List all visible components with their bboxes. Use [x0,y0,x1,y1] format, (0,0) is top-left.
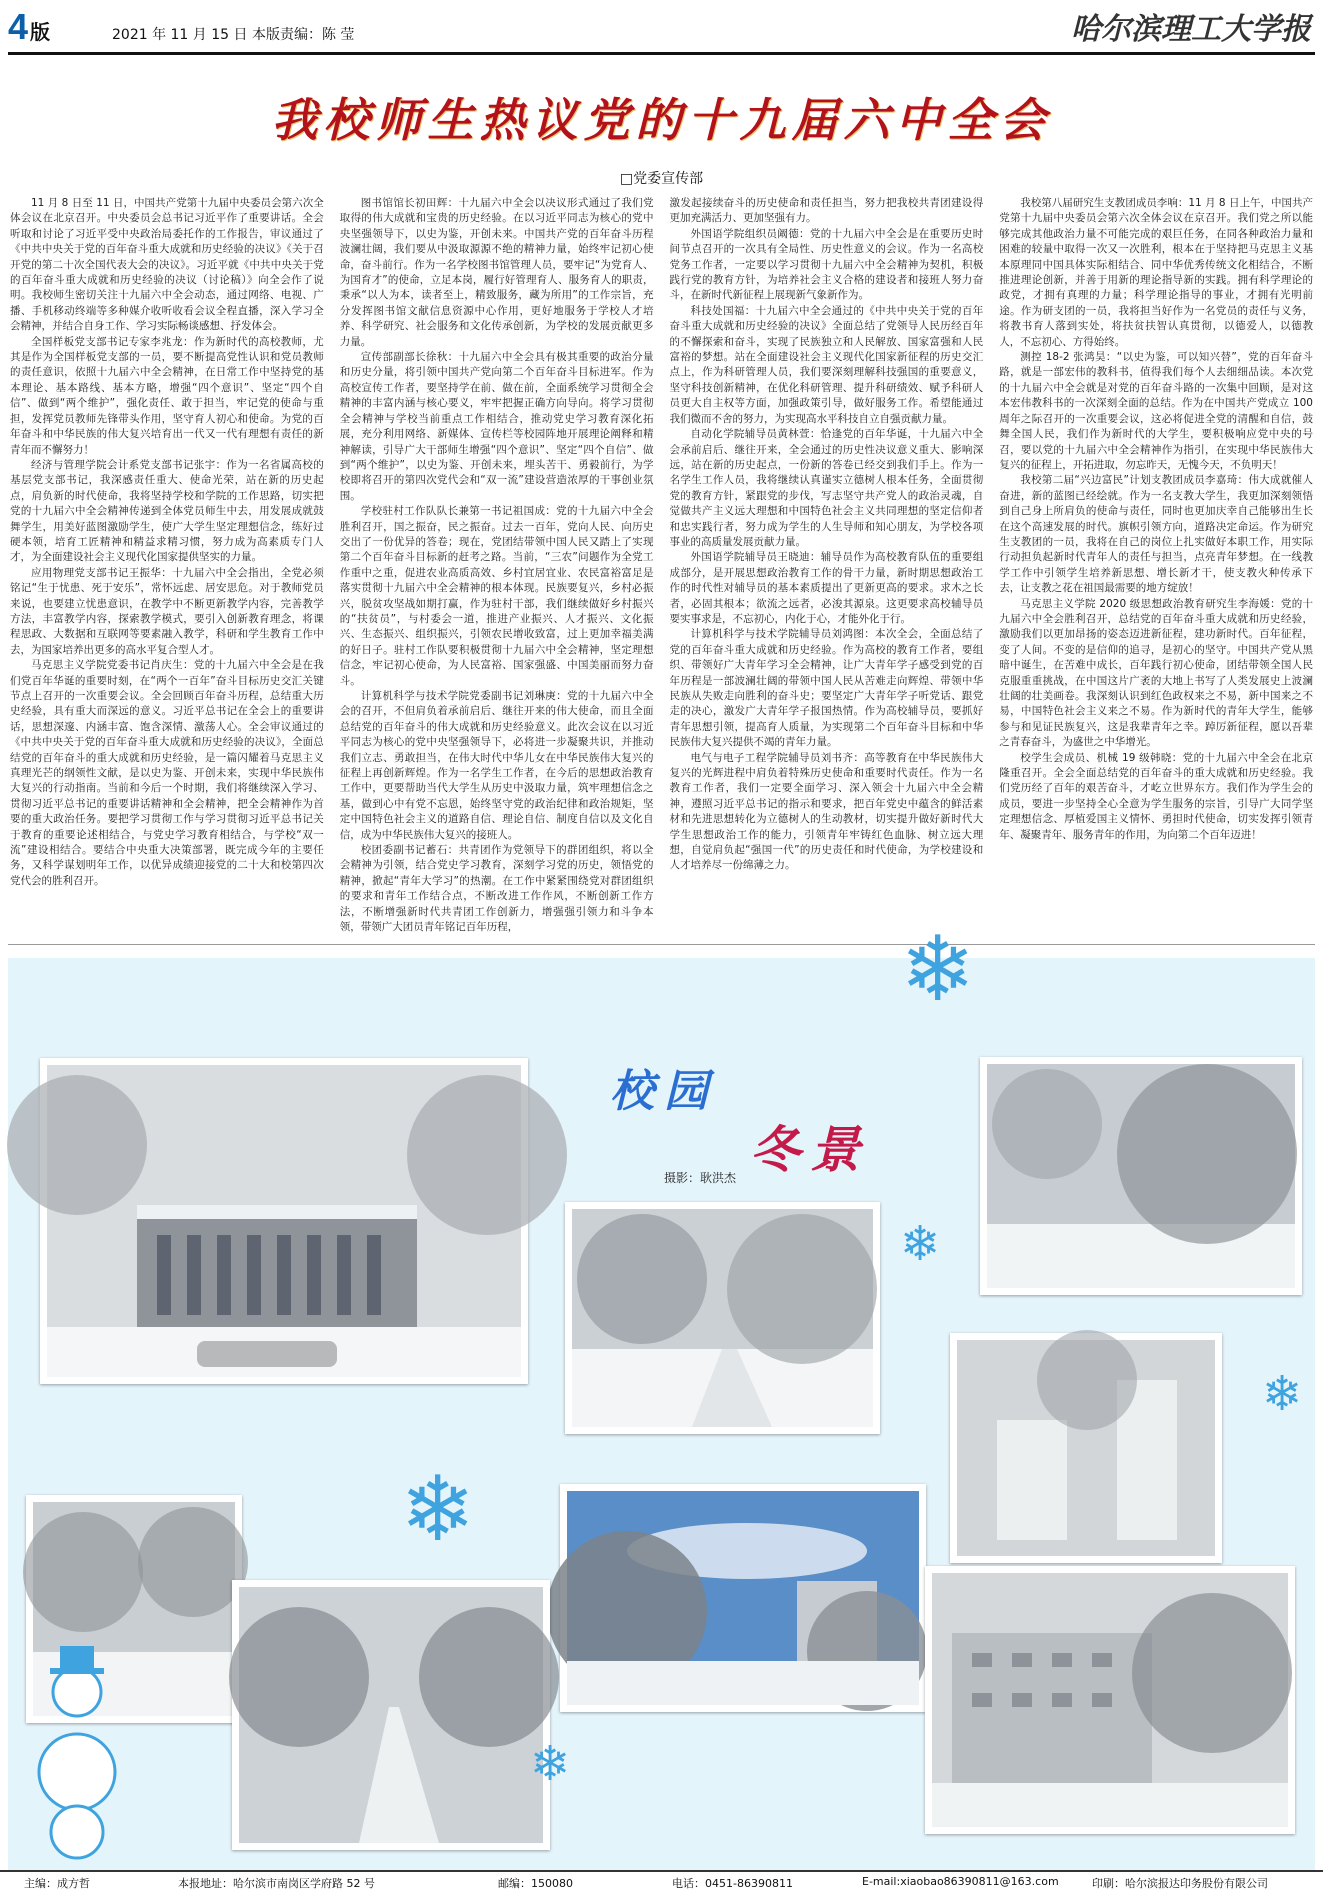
paragraph: 应用物理党支部书记王振华：十九届六中全会指出，全党必须铭记“生于忧患、死于安乐”，常怀远虑、居安思危。对于教师党员来说，也要建立忧患意识，在教学中不断更新教学内容，完善教学方法，丰富教学内容，探索教学模式，要引入创新教育理念，将课程思政、大数据和互联网等要素融入教学，科研和学生教育工作中去，为国家培养出更多的高水平复合型人才。 [10,566,324,656]
path-scene-image [572,1209,873,1427]
page-footer [0,1870,1323,1890]
page-header [0,0,1323,54]
paragraph: 我校第八届研究生支教团成员李响：11 月 8 日上午，中国共产党第十九届中央委员会第六次全体会议在京召开。我们党之所以能够完成其他政治力量不可能完成的艰巨任务，在同各种政治力量和困难的较量中取得一次又一次胜利，根本在于坚持把马克思主义基本原理同中国具体实际相结合、同中华优秀传统文化相结合，不断推进理论创新，并善于用新的理论指导新的实践。拥有科学理论的政党，才拥有真理的力量；科学理论指导的事业，才拥有光明前途。作为研支团的一员，我将担当好作为一名党员的责任与义务，将教书育人落到实处，将扶贫扶智认真贯彻，以德爱人，以德教人，不忘初心、方得始终。 [999,197,1313,348]
photo-campus-building [40,1058,528,1384]
paragraph: 计算机科学与技术学院辅导员刘鸿图：本次全会，全面总结了党的百年奋斗重大成就和历史经验。作为高校的教育工作者，要组织、带领好广大青年学习全会精神，让广大青年学子感受到党的百年历程是一部波澜壮阔的带领中国人民从苦难走向辉煌、带领中华民族从失败走向胜利的奋斗史；要坚定广大青年学子听党话、跟党走的决心，激发广大青年学子报国热情。作为高校辅导员，要抓好青年思想引领，提高育人质量，为实现第二个百年奋斗目标和中华民族伟大复兴提供不竭的青年力量。 [669,628,984,749]
paragraph: 图书馆馆长初田辉：十九届六中全会以决议形式通过了我们党取得的伟大成就和宝贵的历史经验。在以习近平同志为核心的党中央坚强领导下，以史为鉴，开创未来。中国共产党的百年奋斗历程波澜壮阔，我们要从中汲取源源不绝的精神力量，始终牢记初心使命，奋斗前行。作为一名学校图书馆管理人员，要牢记“为党育人、为国育才”的使命，立足本岗，履行好管理育人、服务育人的职责，秉承“以人为本，读者至上，精致服务，藏为所用”的工作宗旨，充分发挥图书馆文献信息资源中心作用，更好地服务于学校人才培养、科学研究、社会服务和文化传承创新，为学校的发展贡献更多力量。 [339,197,654,348]
paragraph: 经济与管理学院会计系党支部书记张宇：作为一名省属高校的基层党支部书记，我深感责任重大、使命光荣，站在新的历史起点，肩负新的时代使命，我将坚持学校和学院的工作思路，切实把党的十九届六中全会精神传递到全体党员师生中去，用发展成就鼓舞学生，用美好蓝图激励学生，使广大学生坚定理想信念，练好过硬本领，培育工匠精神和精益求精习惯，努力成为高素质专门人才，为全面建设社会主义现代化国家提供坚实的力量。 [10,458,324,564]
text-column-3 [670,196,984,926]
trees-scene-image [987,1064,1295,1288]
photo-tree-lined-road [232,1580,550,1850]
article-title: 我校师生热议党的十九届六中全会 [271,93,1052,147]
dorm-scene-image [932,1573,1288,1827]
paragraph: 马克思主义学院党委书记肖庆生：党的十九届六中全会是在我们党百年华诞的重要时刻，在“两个一百年”奋斗目标历史交汇关键节点上召开的一次重要会议。全会回顾百年奋斗历程，总结重大历史经验，具有重大而深远的意义。习近平总书记在全会上的重要讲话，思想深邃、内涵丰富、饱含深情、激荡人心。全会审议通过的《中共中央关于党的百年奋斗重大成就和历史经验的决议》，全面总结党的百年奋斗的重大成就和历史经验，是一篇闪耀着马克思主义真理光芒的纲领性文献，是以史为鉴、开创未来，实现中华民族伟大复兴的行动指南。当前和今后一个时期，我们将继续深入学习、贯彻习近平总书记的重要讲话精神和全会精神，把全会精神作为首要的重大政治任务。要把学习贯彻工作与学习贯彻习近平总书记关于教育的重要论述相结合，与党史学习教育相结合，与学校“双一流”建设相结合。要结合中央重大决策部署，既完成今年的主要任务，又科学谋划明年工作，以优异成绩迎接党的二十大和校第四次党代会的胜利召开。 [10,659,324,887]
newspaper-name: 哈尔滨理工大学报 [1071,12,1311,47]
photo-dormitory-snow [925,1566,1295,1834]
paragraph: 外国语学院辅导员王晓迪：辅导员作为高校教育队伍的重要组成部分，是开展思想政治教育工作的骨干力量，新时期思想政治工作的时代性对辅导员的基本素质提出了更新更高的要求。求木之长者，必固其根本；欲流之远者，必浚其源泉。这更要求高校辅导员要实事求是，不忘初心，内化于心，才能外化于行。 [669,551,984,625]
photo-snow-bench [950,1333,1222,1563]
feature-title-line1: 校园 [610,1066,718,1117]
paragraph: 11 月 8 日至 11 日，中国共产党第十九届中央委员会第六次全体会议在北京召开。中央委员会总书记习近平作了重要讲话。全会听取和讨论了习近平受中央政治局委托作的工作报告，审议通过了《中共中央关于党的百年奋斗重大成就和历史经验的决议》《关于召开党的第二十次全国代表大会的决议》。习近平就《中共中央关于党的百年奋斗重大成就和历史经验的决议（讨论稿）》向全会作了说明。我校师生密切关注十九届六中全会动态，通过网络、电视、广播、手机移动终端等多种媒介收听收看会议全程直播，深入学习全会精神，并结合自身工作、学习实际畅谈感想、抒发体会。 [10,197,324,333]
paragraph: 我校第二届“兴边富民”计划支教团成员李嘉琦：伟大成就催人奋进，新的蓝图已经绘就。作为一名支教大学生，我更加深刻领悟到自己身上所肩负的使命与责任，同时也更加庆幸自己能够出生长在这个高速发展的时代。旗帜引领方向，道路决定命运。作为研究生支教团的一员，我将在自己的岗位上扎实做好本职工作，用实际行动担负起新时代青年人的责任与担当，点亮青年梦想。在一线教学工作中引领学生培养新思想、增长新才干，使支教火种传承下去，让支教之花在祖国最需要的地方绽放！ [999,474,1313,595]
building-scene-image [47,1065,521,1377]
paragraph: 马克思主义学院 2020 级思想政治教育研究生李海媛：党的十九届六中全会胜利召开，总结党的百年奋斗重大成就和历史经验，激励我们以更加昂扬的姿态迈进新征程，建功新时代。百年征程，变了人间。不变的是信仰的追寻，是初心的坚守。中国共产党从黑暗中诞生，在苦难中成长，百年践行初心使命，团结带领全国人民克服重重挑战，在中国这片广袤的大地上书写了人类发展史上波澜壮阔的壮美画卷。我深刻认识到红色政权来之不易，新中国来之不易，中国特色社会主义来之不易。作为新时代的青年大学生，能够参与和见证民族复兴，这是我辈青年之幸。踔厉新征程，愿以吾辈之青春奋斗，为盛世之中华增光。 [999,597,1313,749]
paragraph: 电气与电子工程学院辅导员刘书齐：高等教育在中华民族伟大复兴的光辉进程中肩负着特殊历史使命和重要时代责任。作为一名教育工作者，我们一定要全面学习、深入领会十九届六中全会精神，遵照习近平总书记的指示和要求，把百年党史中蕴含的鲜活素材和先进思想转化为立德树人的生动教材，切实提升做好新时代大学生思想政治工作的能力，引领青年牢铸红色血脉、树立远大理想，自觉肩负起“强国一代”的历史责任和时代使命，为学校建设和人才培养尽一份绵薄之力。 [669,751,984,872]
paragraph: 全国样板党支部书记专家李兆龙：作为新时代的高校教师，尤其是作为全国样板党支部的一员，要不断提高党性认识和党员教师的责任意识，依照十九届六中全会精神，在日常工作中坚持党的基本理论、基本路线、基本方略，增强“四个意识”、坚定“四个自信”、做到“两个维护”，强化责任、敢于担当，牢记党的使命与重担，发挥党员教师先锋带头作用，坚守育人初心和使命。为党的百年奋斗和中华民族的伟大复兴培育出一代又一代有理想有责任的新青年而不懈努力！ [10,335,324,456]
article-body [10,196,1313,934]
photo-snowy-trees-right [980,1057,1302,1295]
photo-credit: 摄影：耿洪杰 [664,1171,737,1185]
paragraph: 学校驻村工作队队长兼第一书记祖国成：党的十九届六中全会胜利召开，国之振奋，民之振奋。过去一百年，党向人民、向历史交出了一份优异的答卷；现在，党团结带领中国人民又踏上了实现第二个百年奋斗目标新的赶考之路。当前，“三农”问题作为全党工作重中之重，促进农业高质高效、乡村宜居宜业、农民富裕富足是落实贯彻十九届六中全会精神的根本体现。民族要复兴，乡村必振兴，脱贫攻坚战如期打赢，作为驻村干部，我们继续做好乡村振兴的“扶贫员”，与村委会一道，推进产业振兴、人才振兴、文化振兴、生态振兴、组织振兴，引领农民增收致富，过上更加幸福美满的好日子。驻村工作队要积极贯彻十九届六中全会精神，坚定理想信念，牢记初心使命，为人民富裕、国家强盛、中国美丽而努力奋斗。 [339,505,654,687]
page-number: 4 版 [8,6,51,47]
bench-scene-image [957,1340,1215,1556]
text-column-4 [999,196,1313,926]
issue-info: 2021 年 11 月 15 日 本版责编：陈 莹 [112,27,355,43]
footer-printer: 印刷：哈尔滨报达印务股份有限公司 [1092,1877,1268,1890]
paragraph: 激发起接续奋斗的历史使命和责任担当，努力把我校共青团建设得更加充满活力、更加坚强有力。 [669,197,984,225]
sky-scene-image [567,1491,919,1705]
header-rule [8,52,1315,55]
text-column-2 [339,196,654,934]
paragraph: 外国语学院组织员阚德：党的十九届六中全会是在重要历史时间节点召开的一次具有全局性、历史性意义的会议。作为一名高校党务工作者，一定要以学习贯彻十九届六中全会精神为契机，积极践行党的教育方针，为培养社会主义合格的建设者和接班人努力奋斗，在新时代新征程上展现新气象新作为。 [669,227,984,302]
paragraph: 计算机科学与技术学院党委副书记刘琳庚：党的十九届六中全会的召开，不但肩负着承前启后、继往开来的伟大使命，而且全面总结党的百年奋斗的伟大成就和历史经验意义。此次会议在以习近平同志为核心的党中央坚强领导下，必将进一步凝聚共识，并推动我们立志、勇敢担当，在伟大时代中华儿女在中华民族伟大复兴的征程上再创新辉煌。作为一名学生工作者，在今后的思想政治教育工作中，更要帮助当代大学生从历史中汲取力量，筑牢理想信念之基，做到心中有党不忘恩，始终坚守党的政治纪律和政治规矩，坚定中国特色社会主义的道路自信、理论自信、制度自信以及文化自信，成为中华民族伟大复兴的接班人。 [339,690,654,841]
footer-postcode: 邮编：150080 [498,1877,573,1890]
paragraph: 自动化学院辅导员黄林萱：恰逢党的百年华诞，十九届六中全会承前启后、继往开来，全会通过的历史性决议意义重大、影响深远，站在新的历史起点，一份新的答卷已经交到我们手上。作为一名学生工作人员，我将继续认真谨实立德树人根本任务，全面贯彻党的教育方针，紧跟党的步伐，写志坚守共产党人的政治灵魂，自觉做共产主义远大理想和中国特色社会主义共同理想的坚定信仰者和忠实践行者，努力成为学生的人生导师和知心朋友，为学校各项事业的高质量发展贡献力量。 [669,428,984,548]
snowflake-icon: ❄ [1262,1366,1303,1422]
road-scene-image [239,1587,543,1843]
snowflake-icon: ❄ [900,917,976,1022]
feature-title-line2: 冬景 [750,1120,870,1179]
footer-email: E-mail:xiaobao86390811@163.com [862,1875,1059,1888]
footer-phone: 电话：0451-86390811 [672,1877,793,1890]
section-divider [8,944,1315,945]
snowman-illustration [32,1632,122,1862]
paragraph: 宣传部副部长徐秋：十九届六中全会具有极其重要的政治分量和历史分量，将引领中国共产党向第二个百年奋斗目标进军。作为高校宣传工作者，要坚持学在前、做在前，全面系统学习贯彻全会精神的丰富内涵与核心要义，牢牢把握正确方向导向。将学习贯彻全会精神与学校当前重点工作相结合，推动党史学习教育深化拓展，充分利用网络、新媒体、宣传栏等校园阵地开展理论阐释和精神解读，引导广大干部师生增强“四个意识”、坚定“四个自信”、做到“两个维护”，以史为鉴、开创未来，埋头苦干、勇毅前行，为学校即将召开的第四次党代会和“双一流”建设营造浓厚的干事创业氛围。 [339,351,654,502]
paragraph: 校团委副书记蓄石：共青团作为党领导下的群团组织，将以全会精神为引领，结合党史学习教育，深刻学习党的历史，领悟党的精神，掀起“青年大学习”的热潮。在工作中紧紧围绕党对群团组织的要求和青年工作结合点，不断改进工作作风，不断创新工作方法，不断增强新时代共青团工作创新力，增强强引领力和斗争本领，带领广大团员青年铭记百年历程， [339,844,654,934]
paragraph: 科技处国福：十九届六中全会通过的《中共中央关于党的百年奋斗重大成就和历史经验的决议》全面总结了党领导人民历经百年的不懈探索和奋斗，实现了民族独立和人民解放、国家富强和人民富裕的梦想。站在全面建设社会主义现代化国家新征程的历史交汇点上，作为科研管理人员，我们要深刻理解科技强国的重要意义，坚守科技创新精神，在优化科研管理、提升科研绩效、赋予科研人员更大自主权等方面，加强政策引导，做好服务工作。希望能通过我们微而不舍的努力，为实现高水平科技自立自强贡献力量。 [669,304,984,425]
footer-address: 本报地址：哈尔滨市南岗区学府路 52 号 [178,1877,375,1890]
footer-editor: 主编：成方哲 [24,1877,90,1890]
photo-snowy-path [565,1202,880,1434]
article-byline: □党委宣传部 [619,171,704,187]
photo-blue-sky-campus [560,1484,926,1712]
snowflake-icon: ❄ [400,1457,476,1562]
paragraph: 校学生会成员、机械 19 级韩晓：党的十九届六中全会在北京隆重召开。全会全面总结党的百年奋斗的重大成就和历史经验。我们党历经了百年的艰苦奋斗，才屹立世界东方。我们作为学生会的成员，要进一步坚持全心全意为学生服务的宗旨，引导广大同学坚定理想信念、厚植爱国主义情怀、勇担时代使命，切实发挥引领青年、凝聚青年、服务青年的作用，为向第二个百年迈进！ [999,751,1313,841]
snowflake-icon: ❄ [530,1736,571,1792]
snowflake-icon: ❄ [900,1216,941,1272]
paragraph: 测控 18-2 张鸿昊：“以史为鉴，可以知兴替”，党的百年奋斗路，就是一部宏伟的教科书，值得我们每个人去细细品读。本次党的十九届六中全会就是对党的百年奋斗路的一次集中回顾，是对这本宏伟教科书的一次深刻全面的总结。作为在中国共产党成立 100 周年之际召开的一次重要会议，这必将促进全党的清醒和自信，鼓舞全国人民，我们作为新时代的大学生，要积极响应党中央的号召，要以党的十九届六中全会精神作为指引，在实现中华民族伟大复兴的征程上，开拓进取，勿忘昨天，无愧今天，不负明天！ [999,351,1313,471]
text-column-1 [10,196,324,926]
